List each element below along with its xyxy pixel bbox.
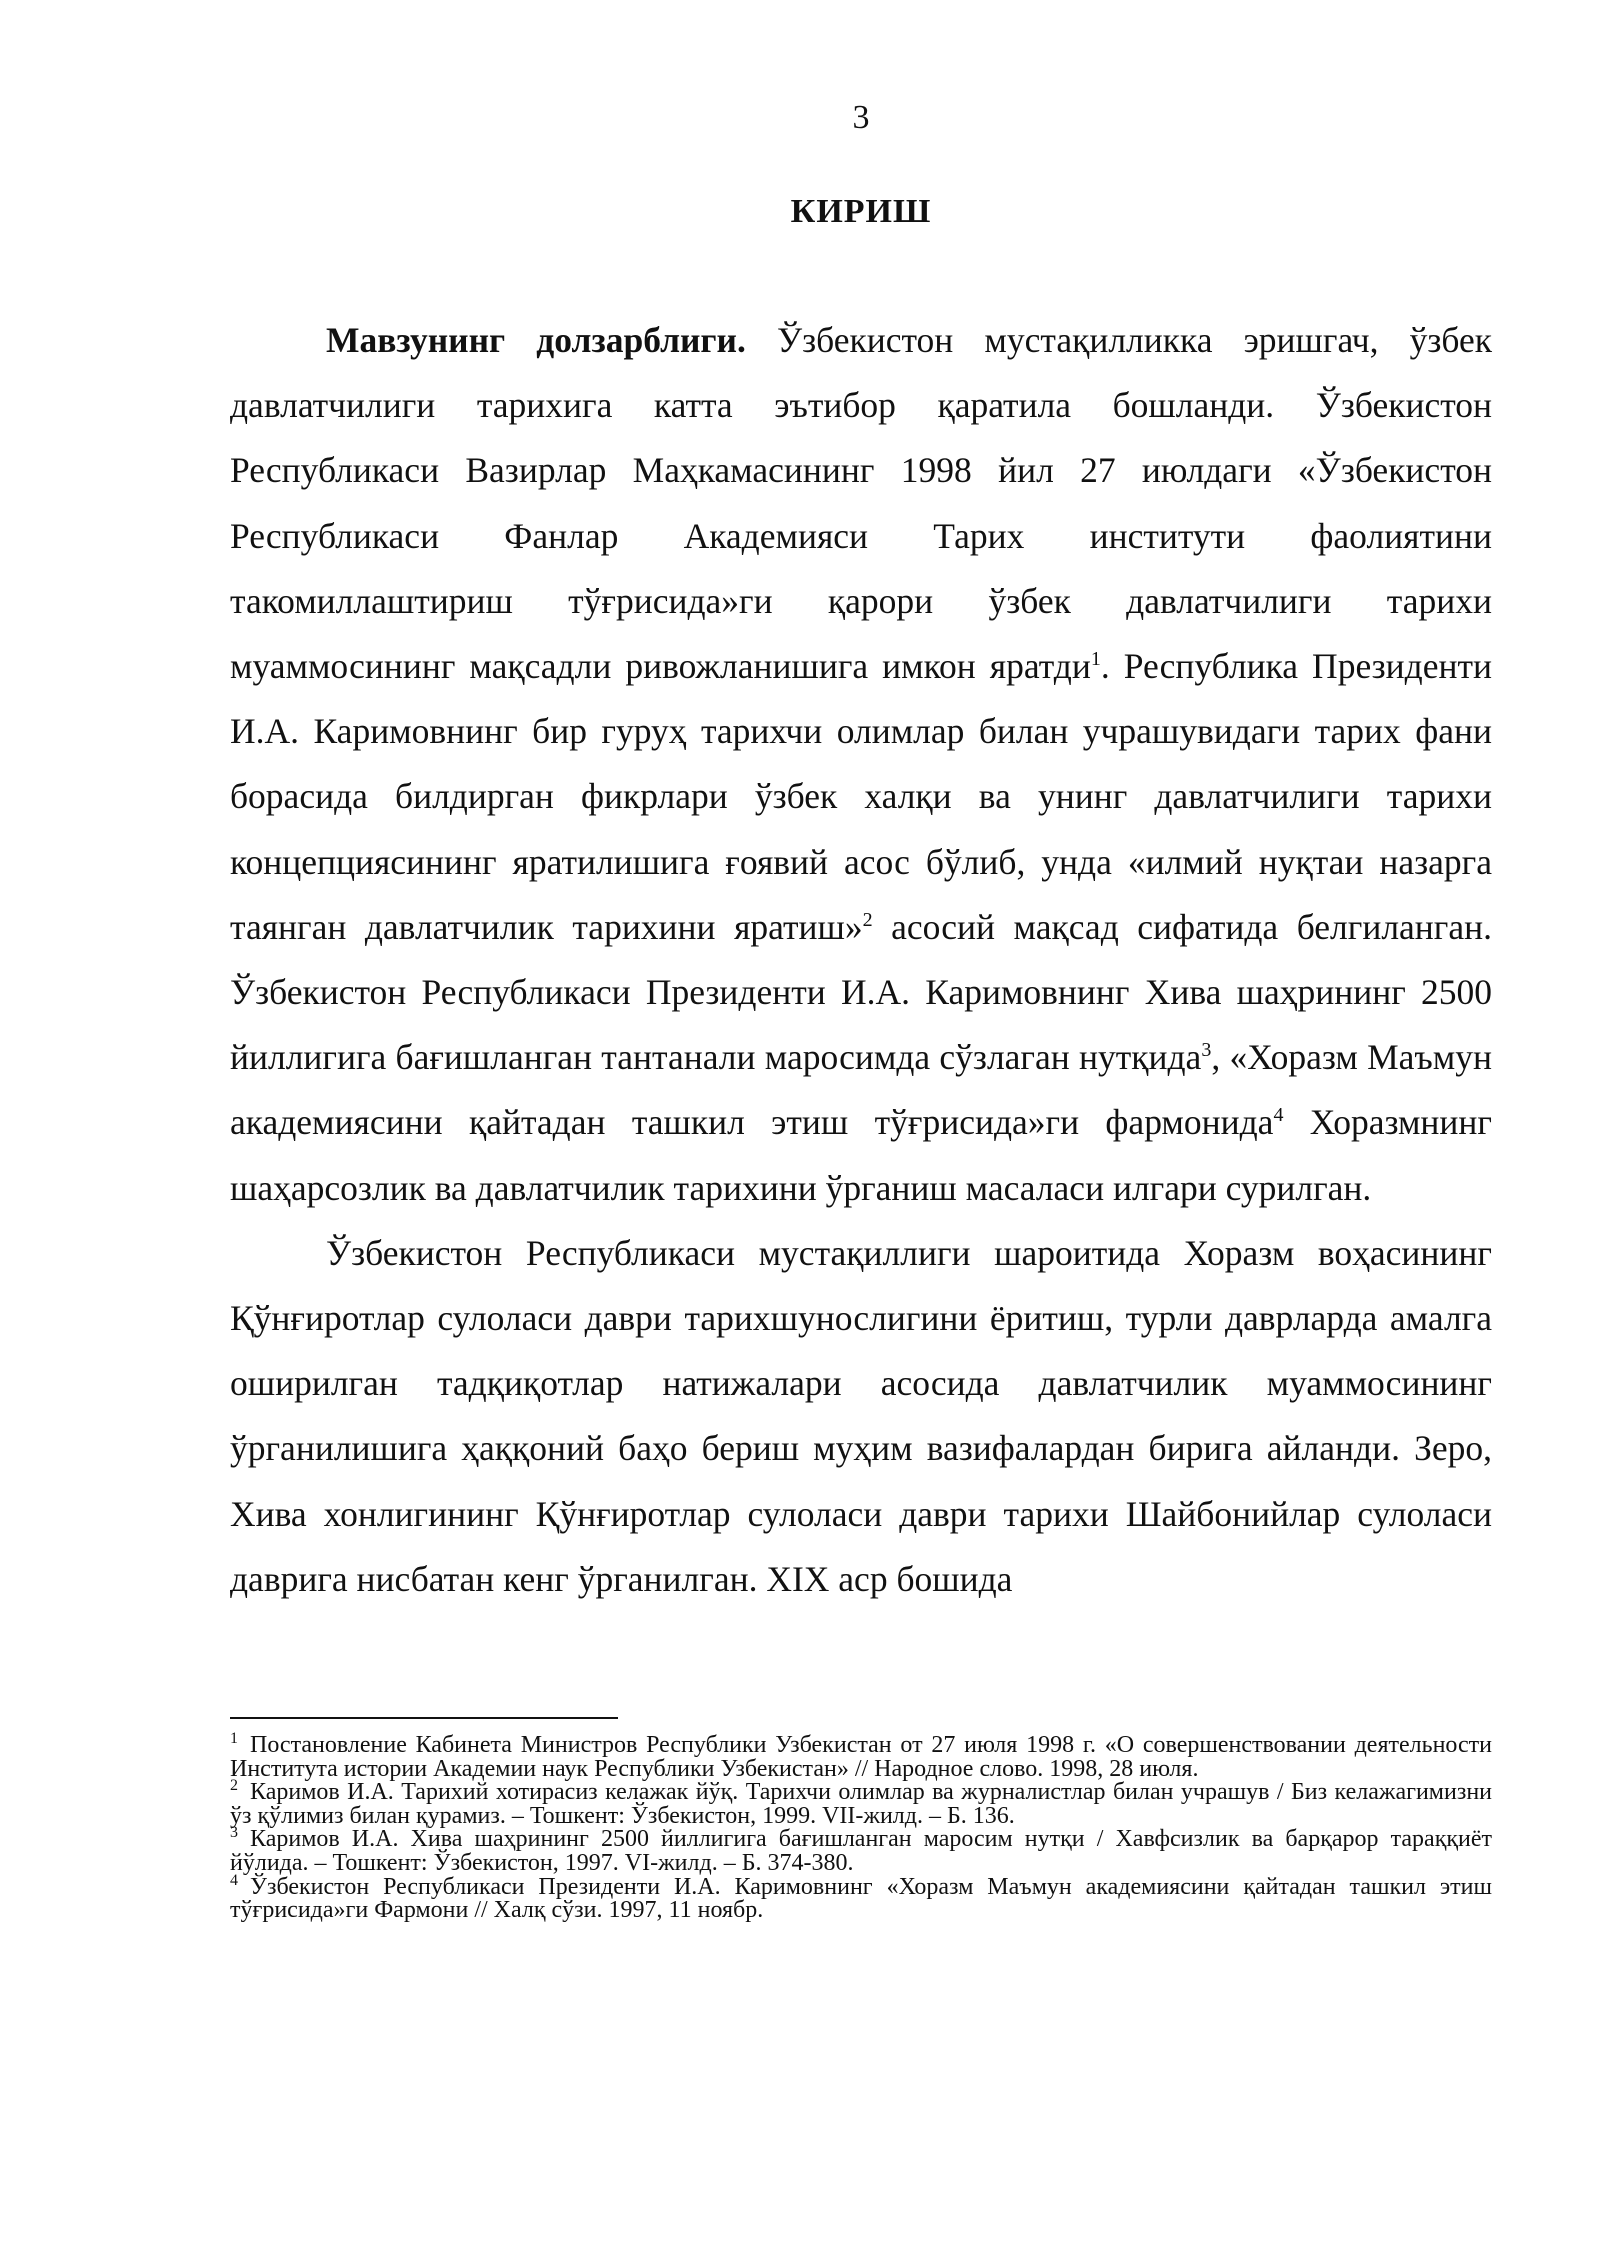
footnote-1 — [230, 1730, 1492, 1782]
paragraph-text: . Республика Президенти И.А. Каримовнинг бир гуруҳ тарихчи олимлар билан учрашувидаги тарих фани борасида билдирган фикрлари ўзбек халқи ва унинг давлатчилиги тарихи концепциясининг яратилишига ғоявий асос бўлиб, унда «илмий нуқтаи назарга таянган давлатчилик тарихини яратиш» — [230, 646, 1492, 947]
section-heading: КИРИШ — [790, 193, 932, 230]
paragraph-2: Ўзбекистон Республикаси мустақиллиги шароитида Хоразм воҳасининг Қўнғиротлар сулоласи даври тарихшунослигини ёритиш, турли даврларда амалга оширилган тадқиқотлар натижалари асосида давлатчилик муаммосининг ўрганилишига ҳаққоний баҳо бериш муҳим вазифалардан бирига айланди. Зеро, Хива хонлигининг Қўнғиротлар сулоласи даври тарихи Шайбонийлар сулоласи даврига нисбатан кенг ўрганилган. XIX аср бошида — [230, 1232, 1492, 1599]
footnote-text: Каримов И.А. Хива шаҳрининг 2500 йиллигига бағишланган маросим нутқи / Хавфсизлик ва барқарор тараққиёт йўлида. – Тошкент: Ўзбекистон, 1997. VI-жилд. – Б. 374-380. — [230, 1826, 1492, 1876]
footnote-ref-1[interactable]: 1 — [1090, 648, 1101, 671]
footnote-2 — [230, 1777, 1492, 1829]
body-text — [230, 308, 1492, 1612]
paragraph-lead: Мавзунинг долзарблиги. — [326, 320, 746, 360]
footnote-text: Постановление Кабинета Министров Республики Узбекистан от 27 июля 1998 г. «О совершенствовании деятельности Института истории Академии наук Республики Узбекистан» // Народное слово. 1998, 28 июля. — [230, 1732, 1492, 1782]
page-number: 3 — [852, 99, 870, 136]
footnote-4 — [230, 1871, 1492, 1924]
footnote-marker: 3 — [230, 1824, 238, 1842]
footnote-marker: 4 — [230, 1871, 238, 1889]
paragraph-text: асосий мақсад сифатида белгиланган. Ўзбекистон Республикаси Президенти И.А. Каримовнинг Хива шаҳрининг 2500 йиллигига бағишланган тантанали маросимда сўзлаган нутқида — [230, 906, 1492, 1078]
footnote-ref-2[interactable]: 2 — [862, 909, 873, 931]
paragraph-text: , «Хоразм Маъмун академиясини қайтадан ташкил этиш тўғрисида»ги фармонида — [230, 1037, 1492, 1143]
footnotes — [230, 1730, 1492, 1924]
document-page — [230, 0, 1492, 2262]
paragraph-text: Хоразмнинг шаҳарсозлик ва давлатчилик тарихини ўрганиш масаласи илгари сурилган. — [230, 1102, 1492, 1208]
footnote-3 — [230, 1824, 1492, 1876]
footnote-ref-4[interactable]: 4 — [1273, 1104, 1284, 1127]
footnote-divider — [230, 1717, 618, 1719]
footnote-marker: 1 — [230, 1730, 238, 1747]
footnote-text: Каримов И.А. Тарихий хотирасиз келажак йўқ. Тарихчи олимлар ва журналистлар билан учрашув / Биз келажагимизни ўз қўлимиз билан қурамиз. – Тошкент: Ўзбекистон, 1999. VII-жилд. – Б. 136. — [230, 1779, 1492, 1829]
paragraph-1 — [230, 308, 1492, 1221]
footnote-text: Ўзбекистон Республикаси Президенти И.А. Каримовнинг «Хоразм Маъмун академиясини қайтадан ташкил этиш тўғрисида»ги Фармони // Халқ сўзи. 1997, 11 ноябр. — [230, 1873, 1492, 1924]
footnote-ref-3[interactable]: 3 — [1201, 1039, 1212, 1062]
footnote-marker: 2 — [230, 1777, 238, 1795]
paragraph-text: Ўзбекистон мустақилликка эришгач, ўзбек давлатчилиги тарихига катта эътибор қаратила бошланди. Ўзбекистон Республикаси Вазирлар Маҳкамасининг 1998 йил 27 июлдаги «Ўзбекистон Республикаси Фанлар Академияси Тарих институти фаолиятини такомиллаштириш тўғрисида»ги қарори ўзбек давлатчилиги тарихи муаммосининг мақсадли ривожланишига имкон яратди — [230, 320, 1492, 687]
